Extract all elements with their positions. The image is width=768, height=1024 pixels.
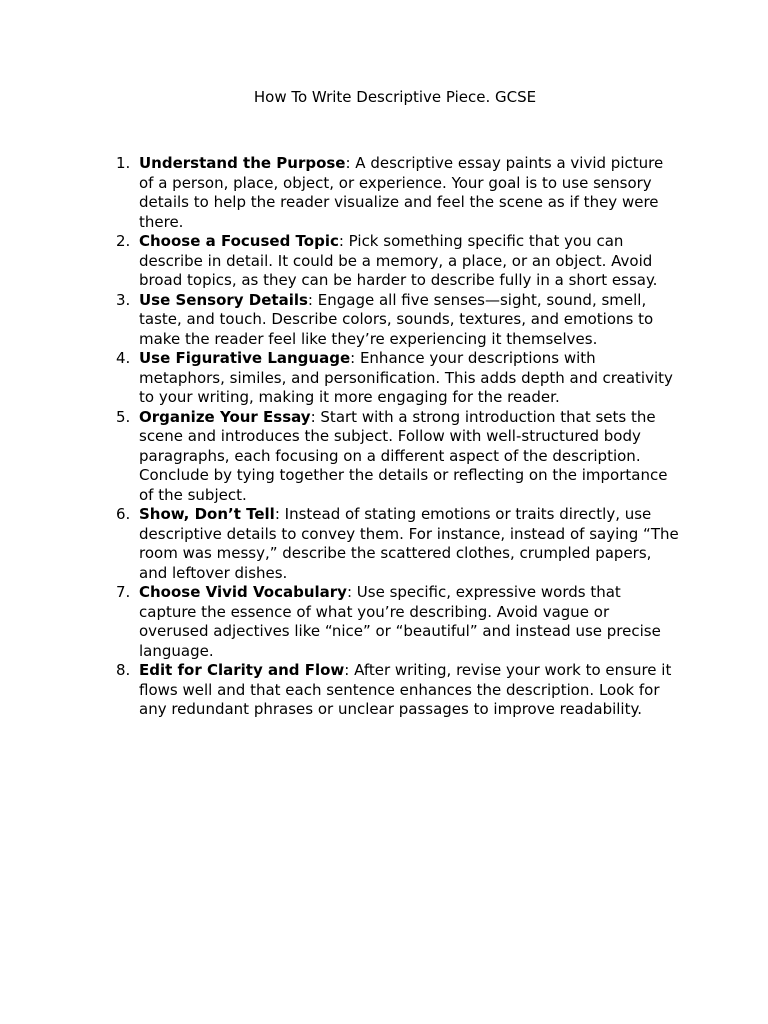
list-item bbox=[116, 232, 679, 291]
list-item bbox=[116, 583, 679, 661]
list-item-heading: Choose Vivid Vocabulary bbox=[139, 583, 347, 601]
list-item-heading: Choose a Focused Topic bbox=[139, 232, 339, 250]
instruction-list bbox=[116, 154, 679, 720]
list-item bbox=[116, 290, 679, 350]
list-item bbox=[116, 154, 679, 232]
list-item-number: 1. bbox=[116, 154, 131, 172]
list-item-number: 6. bbox=[116, 505, 131, 523]
list-item-heading: Use Sensory Details bbox=[139, 290, 308, 309]
list-item-number: 5. bbox=[116, 407, 131, 426]
list-item-number: 7. bbox=[116, 583, 131, 601]
list-item-heading: Use Figurative Language bbox=[139, 349, 351, 367]
list-item-body: : Engage all five senses—sight, sound, smell, taste, and touch. Describe colors, sounds, textures, and emotions to make the reader feel like they’re experiencing it themselves. bbox=[139, 290, 654, 348]
list-item-body: : A descriptive essay paints a vivid picture of a person, place, object, or experience. Your goal is to use sensory details to help the reader visualize and feel the scene as if they were there. bbox=[139, 154, 664, 231]
list-item-heading: Understand the Purpose bbox=[139, 154, 346, 172]
list-item-body: : Enhance your descriptions with metaphors, similes, and personification. This adds depth and creativity to your writing, making it more engaging for the reader. bbox=[139, 349, 673, 406]
list-item-number: 3. bbox=[116, 290, 131, 309]
list-item-heading: Show, Don’t Tell bbox=[139, 505, 275, 523]
list-item-body: : Instead of stating emotions or traits directly, use descriptive details to convey them. For instance, instead of saying “The room was messy,” describe the scattered clothes, crumpled papers, and leftover dishes. bbox=[139, 505, 679, 582]
list-item bbox=[116, 505, 679, 583]
list-item-number: 4. bbox=[116, 349, 131, 367]
list-item bbox=[116, 349, 679, 408]
list-item-body: : After writing, revise your work to ensure it flows well and that each sentence enhances the description. Look for any redundant phrases or unclear passages to improve readability. bbox=[139, 661, 672, 718]
list-item-number: 2. bbox=[116, 232, 131, 250]
list-item-heading: Organize Your Essay bbox=[139, 407, 311, 426]
list-item bbox=[116, 407, 679, 506]
list-item-heading: Edit for Clarity and Flow bbox=[139, 661, 345, 679]
list-item-body: : Pick something specific that you can describe in detail. It could be a memory, a place, or an object. Avoid broad topics, as they can be harder to describe fully in a short essay. bbox=[139, 232, 658, 289]
list-item-number: 8. bbox=[116, 661, 131, 679]
document-title: How To Write Descriptive Piece. GCSE bbox=[253, 88, 537, 106]
list-item-body: : Start with a strong introduction that sets the scene and introduces the subject. Follow with well-structured body paragraphs, each focusing on a different aspect of the description. Conclude by tying together the details or reflecting on the importance of the subject. bbox=[139, 407, 668, 504]
list-item bbox=[116, 661, 679, 720]
list-item-body: : Use specific, expressive words that capture the essence of what you’re describing. Avoid vague or overused adjectives like “nice” or “beautiful” and instead use precise language. bbox=[139, 583, 661, 660]
